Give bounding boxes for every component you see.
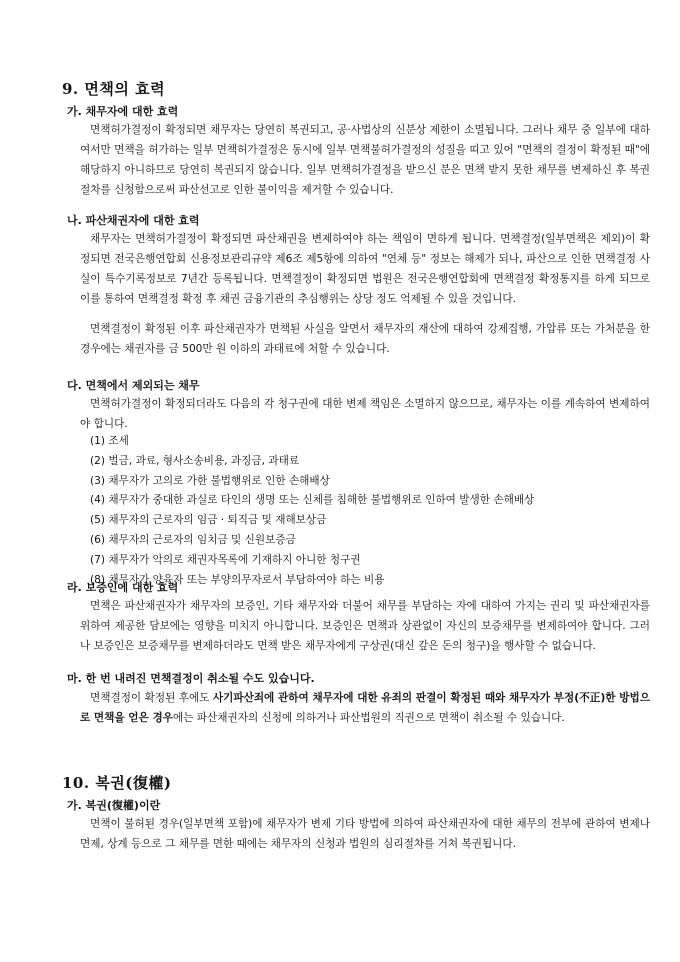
paragraph-debtor-effect: 면책허가결정이 확정되면 채무자는 당연히 복권되고, 공·사법상의 신분상 제한이 소멸됩니다. 그러나 채무 중 일부에 대하여서만 면책을 허가하는 일부 면책허가결정은 동시에 일부 면책불허가결정의 성질을 띠고 있어 "면책의 결정이 확정된 때"에 해당하지 아니하므로 당연히 복권되지 않습니다. 일부 면책허가결정을 받으신 분은 면책 받지 못한 채무를 변제하신 후 복권절차를 신청함으로써 파산선고로 인한 불이익을 제거할 수 있습니다. — [80, 124, 650, 196]
list-item: (6) 채무자의 근로자의 임치금 및 신원보증금 — [90, 533, 296, 546]
list-item: (4) 채무자가 중대한 과실로 타인의 생명 또는 신체를 침해한 불법행위로 인하여 발생한 손해배상 — [90, 494, 535, 507]
heading-restoration-definition: 가. 복권(復權)이란 — [67, 799, 161, 812]
heading-guarantor-effect: 라. 보증인에 대한 효력 — [67, 581, 179, 594]
paragraph-excluded-debts: 면책허가결정이 확정되더라도 다음의 각 청구권에 대한 변제 책임은 소멸하지 않으므로, 채무자는 이를 계속하여 변제하여야 합니다. — [80, 398, 650, 430]
list-item: (5) 채무자의 근로자의 임금 · 퇴직금 및 재해보상금 — [90, 514, 327, 527]
heading-debtor-effect: 가. 채무자에 대한 효력 — [67, 105, 179, 118]
paragraph-restoration-definition: 면책이 불허된 경우(일부면책 포함)에 채무자가 변제 기타 방법에 의하여 파산채권자에 대한 채무의 전부에 관하여 변제나 면제, 상계 등으로 그 채무를 면한 때에는 채무자의 신청과 법원의 심리절차를 거쳐 복권됩니다. — [80, 818, 650, 850]
excluded-debts-list — [90, 432, 534, 590]
section-10-title: 10. 복권(復權) — [62, 774, 172, 792]
paragraph-guarantor-effect: 면책은 파산채권자가 채무자의 보증인, 기타 채무자와 더불어 채무를 부담하는 자에 대하여 가지는 권리 및 파산채권자를 위하여 제공한 담보에는 영향을 미치지 아니합니다. 보증인은 면책과 상관없이 자신의 보증채무를 변제하여야 합니다. 그러나 보증인은 보증채무를 변제하더라도 면책 받은 채무자에게 구상권(대신 갚은 돈의 청구)을 행사할 수 없습니다. — [80, 600, 650, 652]
paragraph-discharge-revocation: 면책결정이 확정된 후에도 사기파산죄에 관하여 채무자에 대한 유죄의 판결이 확정된 때와 채무자가 부정(不正)한 방법으로 면책을 얻은 경우에는 파산채권자의 신청에 의하거나 파산법원의 직권으로 면책이 취소될 수 있습니다. — [80, 692, 650, 724]
list-item: (1) 조세 — [90, 435, 129, 447]
heading-excluded-debts: 다. 면책에서 제외되는 채무 — [67, 379, 200, 392]
list-item: (8) 채무자가 양육자 또는 부양의무자로서 부담하여야 하는 비용 — [90, 573, 385, 586]
list-item: (3) 채무자가 고의로 가한 불법행위로 인한 손해배상 — [90, 474, 330, 487]
section-9-title: 9. 면책의 효력 — [62, 80, 166, 98]
paragraph-creditor-effect-2: 면책결정이 확정된 이후 파산채권자가 면책된 사실을 알면서 채무자의 재산에 대하여 강제집행, 가압류 또는 가처분을 한 경우에는 채권자를 금 500만 원 이하의 과태료에 처할 수 있습니다. — [80, 323, 650, 355]
list-item: (2) 벌금, 과료, 형사소송비용, 과징금, 과태료 — [90, 454, 300, 467]
heading-discharge-revocation: 마. 한 번 내려진 면책결정이 취소될 수도 있습니다. — [67, 672, 315, 685]
heading-creditor-effect: 나. 파산채권자에 대한 효력 — [67, 214, 200, 227]
list-item: (7) 채무자가 악의로 채권자목록에 기재하지 아니한 청구권 — [90, 553, 361, 566]
paragraph-creditor-effect-1: 채무자는 면책허가결정이 확정되면 파산채권을 변제하여야 하는 책임이 면하게 됩니다. 면책결정(일부면책은 제외)이 확정되면 전국은행연합회 신용정보관리규약 제6조 제5항에 의하여 "연체 등" 정보는 해제가 되나, 파산으로 인한 면책결정 사실이 특수기록정보로 7년간 등록됩니다. 면책결정이 확정되면 법원은 전국은행연합회에 면책결정 확정통지를 하게 되므로 이를 통하여 면책결정 확정 후 채권 금융기관의 추심행위는 상당 정도 억제될 수 있을 것입니다. — [80, 233, 650, 305]
